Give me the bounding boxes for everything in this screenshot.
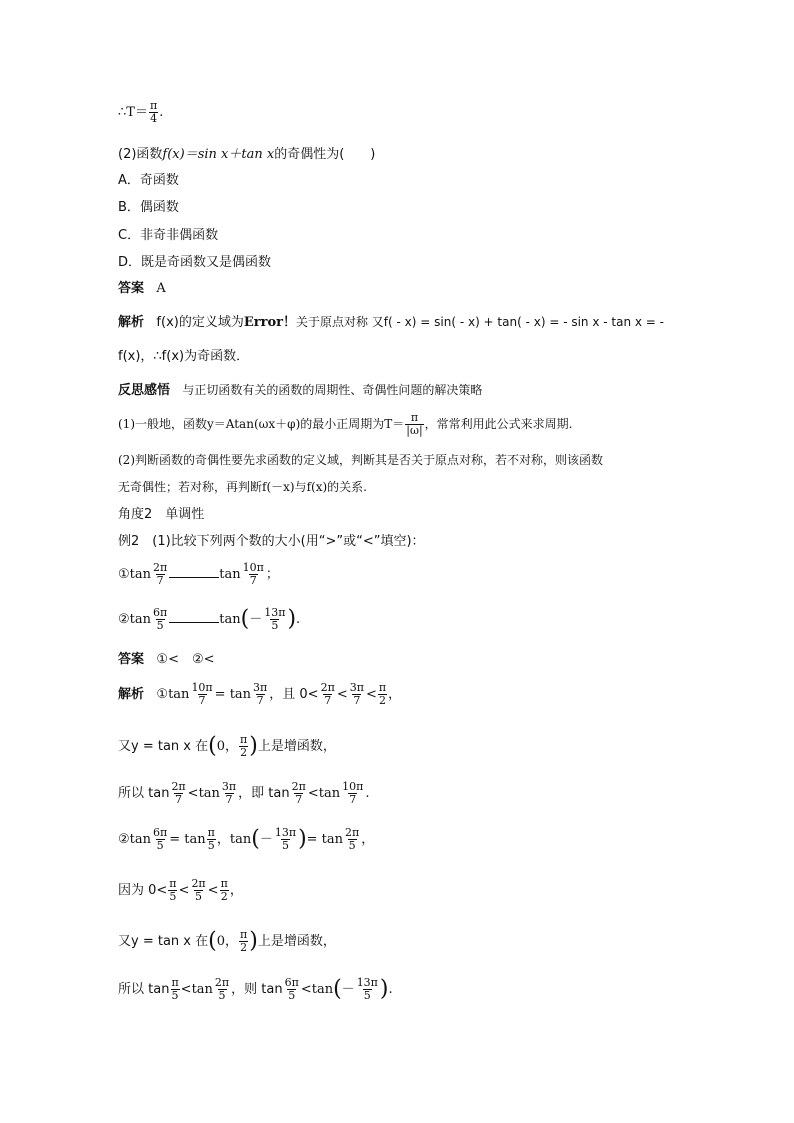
fraction xyxy=(190,682,213,707)
fraction xyxy=(378,682,387,707)
text: tan xyxy=(219,567,241,582)
text: < xyxy=(207,883,219,898)
text: 因为 0< xyxy=(118,883,168,898)
denominator: 5 xyxy=(195,890,203,903)
text: ②tan xyxy=(118,832,152,847)
fraction xyxy=(344,827,360,852)
answer-value: A xyxy=(156,281,166,296)
fraction xyxy=(356,977,379,1002)
reflection-label: 反思感悟 xyxy=(118,383,171,398)
numerator: 13π xyxy=(264,606,286,619)
numerator: π xyxy=(207,826,215,839)
analysis-label: 解析 xyxy=(118,687,145,702)
option-a: A．奇函数 xyxy=(118,173,179,188)
reflection-point-2-cont: 无奇偶性；若对称，再判断f(－x)与f(x)的关系. xyxy=(118,480,367,494)
denominator: 7 xyxy=(353,694,361,707)
sub-question-1 xyxy=(118,562,279,587)
fraction xyxy=(274,827,297,852)
fraction xyxy=(152,562,168,587)
analysis-label: 解析 xyxy=(118,315,145,330)
text: ，常常利用此公式来求周期. xyxy=(424,417,573,431)
text: < xyxy=(178,883,190,898)
fraction xyxy=(239,929,248,954)
text: 关于原点对称 又f( - x) = sin( - x) + tan( - x) = - sin x - tan x = - xyxy=(295,315,665,329)
numerator: 10π xyxy=(242,561,264,574)
error-text: Error！ xyxy=(243,315,296,330)
denominator: 5 xyxy=(156,619,164,632)
text: 所以 tan xyxy=(118,786,170,801)
denominator: 5 xyxy=(169,890,177,903)
numerator: 3π xyxy=(253,681,268,694)
analysis-2-line-4 xyxy=(118,827,374,852)
numerator: 3π xyxy=(221,780,237,793)
right-paren: ) xyxy=(298,826,307,852)
fraction xyxy=(220,878,229,903)
fraction xyxy=(349,682,365,707)
text: ， xyxy=(229,883,243,898)
numerator: π xyxy=(171,976,179,989)
denominator: 5 xyxy=(281,839,289,852)
text: <tan xyxy=(180,982,213,997)
text: ①tan xyxy=(118,567,152,582)
text: . xyxy=(365,786,370,801)
formula: f(x)＝sin x＋tan x xyxy=(162,147,275,162)
denominator: 5 xyxy=(271,619,279,632)
fraction xyxy=(149,100,158,125)
denominator: 5 xyxy=(156,839,164,852)
text: ①tan xyxy=(156,687,190,702)
period-result-line xyxy=(118,100,163,125)
fraction xyxy=(239,734,248,759)
numerator: π xyxy=(378,681,387,694)
text: ，且 0< xyxy=(269,687,319,702)
numerator: 2π xyxy=(214,976,230,989)
numerator: 6π xyxy=(153,826,168,839)
option-b: B．偶函数 xyxy=(118,200,179,215)
text: 上是增函数， xyxy=(257,739,336,754)
denominator: 5 xyxy=(288,989,296,1002)
text: ②tan xyxy=(118,612,152,627)
numerator: 13π xyxy=(274,826,297,839)
analysis-2-line-6 xyxy=(118,929,336,954)
denominator: 2 xyxy=(240,941,248,954)
answer-label: 答案 xyxy=(118,281,145,296)
denominator: 5 xyxy=(348,839,356,852)
denominator: 7 xyxy=(256,694,264,707)
right-paren: ) xyxy=(249,733,258,759)
denominator: 2 xyxy=(240,746,248,759)
numerator: 2π xyxy=(191,877,206,890)
example-2-line: 例2 (1)比较下列两个数的大小(用“>”或“<”填空)： xyxy=(118,534,425,549)
answer-value: ①< ②< xyxy=(156,652,215,667)
text: <tan xyxy=(307,786,341,801)
denominator: 7 xyxy=(295,793,303,806)
denominator: 7 xyxy=(225,793,233,806)
fraction xyxy=(341,781,364,806)
text: <tan xyxy=(187,786,220,801)
option-c: C．非奇非偶函数 xyxy=(118,228,219,243)
angle-heading: 角度2 单调性 xyxy=(118,507,205,522)
reflection-point-2: (2)判断函数的奇偶性要先求函数的定义域，判断其是否关于原点对称，若不对称，则该函数 xyxy=(118,453,604,467)
fraction xyxy=(242,562,265,587)
text: 的奇偶性为( ) xyxy=(274,147,376,162)
denominator: 5 xyxy=(171,989,179,1002)
fraction xyxy=(291,781,307,806)
denominator: 7 xyxy=(198,694,206,707)
analysis-1-line xyxy=(118,313,664,332)
minus-sign: － xyxy=(341,982,355,997)
numerator: π xyxy=(169,877,177,890)
text: ； xyxy=(265,567,279,582)
analysis-2-line-2 xyxy=(118,734,336,759)
numerator: 6π xyxy=(153,606,168,619)
denominator: 7 xyxy=(324,694,332,707)
denominator: 2 xyxy=(220,890,228,903)
analysis-2-line-1 xyxy=(118,682,401,707)
denominator: 7 xyxy=(156,574,164,587)
text: ，即 tan xyxy=(238,786,290,801)
numerator: 2π xyxy=(320,681,335,694)
text: 又y = tan x 在 xyxy=(118,934,209,949)
fraction xyxy=(170,977,179,1002)
text: ， xyxy=(388,687,402,702)
fill-blank[interactable] xyxy=(169,565,219,578)
fraction xyxy=(207,827,216,852)
numerator: 3π xyxy=(349,681,364,694)
numerator: π xyxy=(240,928,248,941)
left-paren: ( xyxy=(251,826,260,852)
text: 又y = tan x 在 xyxy=(118,739,209,754)
text: (1)一般地，函数y＝Atan(ωx＋φ)的最小正周期为T＝ xyxy=(118,417,405,431)
right-paren: ) xyxy=(249,928,258,954)
fraction xyxy=(284,977,300,1002)
denominator: 5 xyxy=(363,989,371,1002)
text: f(x)的定义域为 xyxy=(156,315,244,330)
denominator: 7 xyxy=(249,574,257,587)
minus-sign: － xyxy=(249,612,263,627)
minus-sign: － xyxy=(259,832,273,847)
right-paren: ) xyxy=(379,976,389,1002)
sub-question-2 xyxy=(118,607,300,632)
numerator: 13π xyxy=(356,976,378,989)
left-paren: ( xyxy=(333,976,342,1002)
answer-2-line xyxy=(118,651,215,669)
text: . xyxy=(296,612,301,627)
question-2-line xyxy=(118,146,375,164)
fraction xyxy=(263,607,286,632)
fraction xyxy=(190,878,206,903)
numerator: 2π xyxy=(153,561,168,574)
text: < xyxy=(336,687,348,702)
reflection-point-1 xyxy=(118,412,572,437)
text: = tan xyxy=(214,687,252,702)
numerator: π xyxy=(240,733,248,746)
numerator: π xyxy=(220,877,228,890)
text: 0， xyxy=(216,739,238,754)
denominator: |ω| xyxy=(406,424,423,437)
numerator: 10π xyxy=(342,780,364,793)
analysis-1-cont: f(x)，∴f(x)为奇函数． xyxy=(118,349,250,364)
numerator: 2π xyxy=(171,780,186,793)
fraction xyxy=(221,781,237,806)
fill-blank[interactable] xyxy=(169,610,219,623)
text: . xyxy=(159,105,164,120)
text: 上是增函数， xyxy=(257,934,336,949)
denominator: 2 xyxy=(378,694,386,707)
text: ，则 tan xyxy=(231,982,283,997)
analysis-2-line-3 xyxy=(118,781,369,806)
analysis-2-line-7 xyxy=(118,977,393,1002)
fraction xyxy=(214,977,230,1002)
text: <tan xyxy=(300,982,334,997)
fraction xyxy=(152,827,168,852)
fraction xyxy=(170,781,186,806)
numerator: π xyxy=(149,99,158,112)
text: = tan xyxy=(306,832,344,847)
denominator: 5 xyxy=(207,839,215,852)
left-paren: ( xyxy=(208,928,217,954)
option-d: D．既是奇函数又是偶函数 xyxy=(118,255,272,270)
text: 所以 tan xyxy=(118,982,170,997)
text: ， xyxy=(361,832,375,847)
numerator: 2π xyxy=(291,780,306,793)
numerator: 2π xyxy=(345,826,360,839)
right-paren: ) xyxy=(287,606,297,632)
reflection-heading xyxy=(118,381,482,400)
text: . xyxy=(388,982,393,997)
numerator: 6π xyxy=(284,976,299,989)
text: (2)函数 xyxy=(118,147,163,162)
text: 与正切函数有关的函数的周期性、奇偶性问题的解决策略 xyxy=(182,383,483,397)
text: ，tan xyxy=(216,832,252,847)
fraction xyxy=(320,682,336,707)
numerator: π xyxy=(410,411,419,424)
fraction xyxy=(152,607,168,632)
text: 0， xyxy=(216,934,238,949)
numerator: 10π xyxy=(191,681,213,694)
fraction xyxy=(252,682,268,707)
denominator: 4 xyxy=(150,112,158,125)
left-paren: ( xyxy=(208,733,217,759)
denominator: 5 xyxy=(218,989,226,1002)
text: tan xyxy=(219,612,241,627)
text: ∴T＝ xyxy=(118,105,148,120)
answer-label: 答案 xyxy=(118,652,145,667)
denominator: 7 xyxy=(349,793,357,806)
denominator: 7 xyxy=(175,793,183,806)
fraction xyxy=(168,878,177,903)
answer-1-line xyxy=(118,280,166,298)
analysis-2-line-5 xyxy=(118,878,243,903)
text: = tan xyxy=(169,832,206,847)
text: < xyxy=(365,687,377,702)
fraction xyxy=(405,412,423,437)
left-paren: ( xyxy=(240,606,250,632)
